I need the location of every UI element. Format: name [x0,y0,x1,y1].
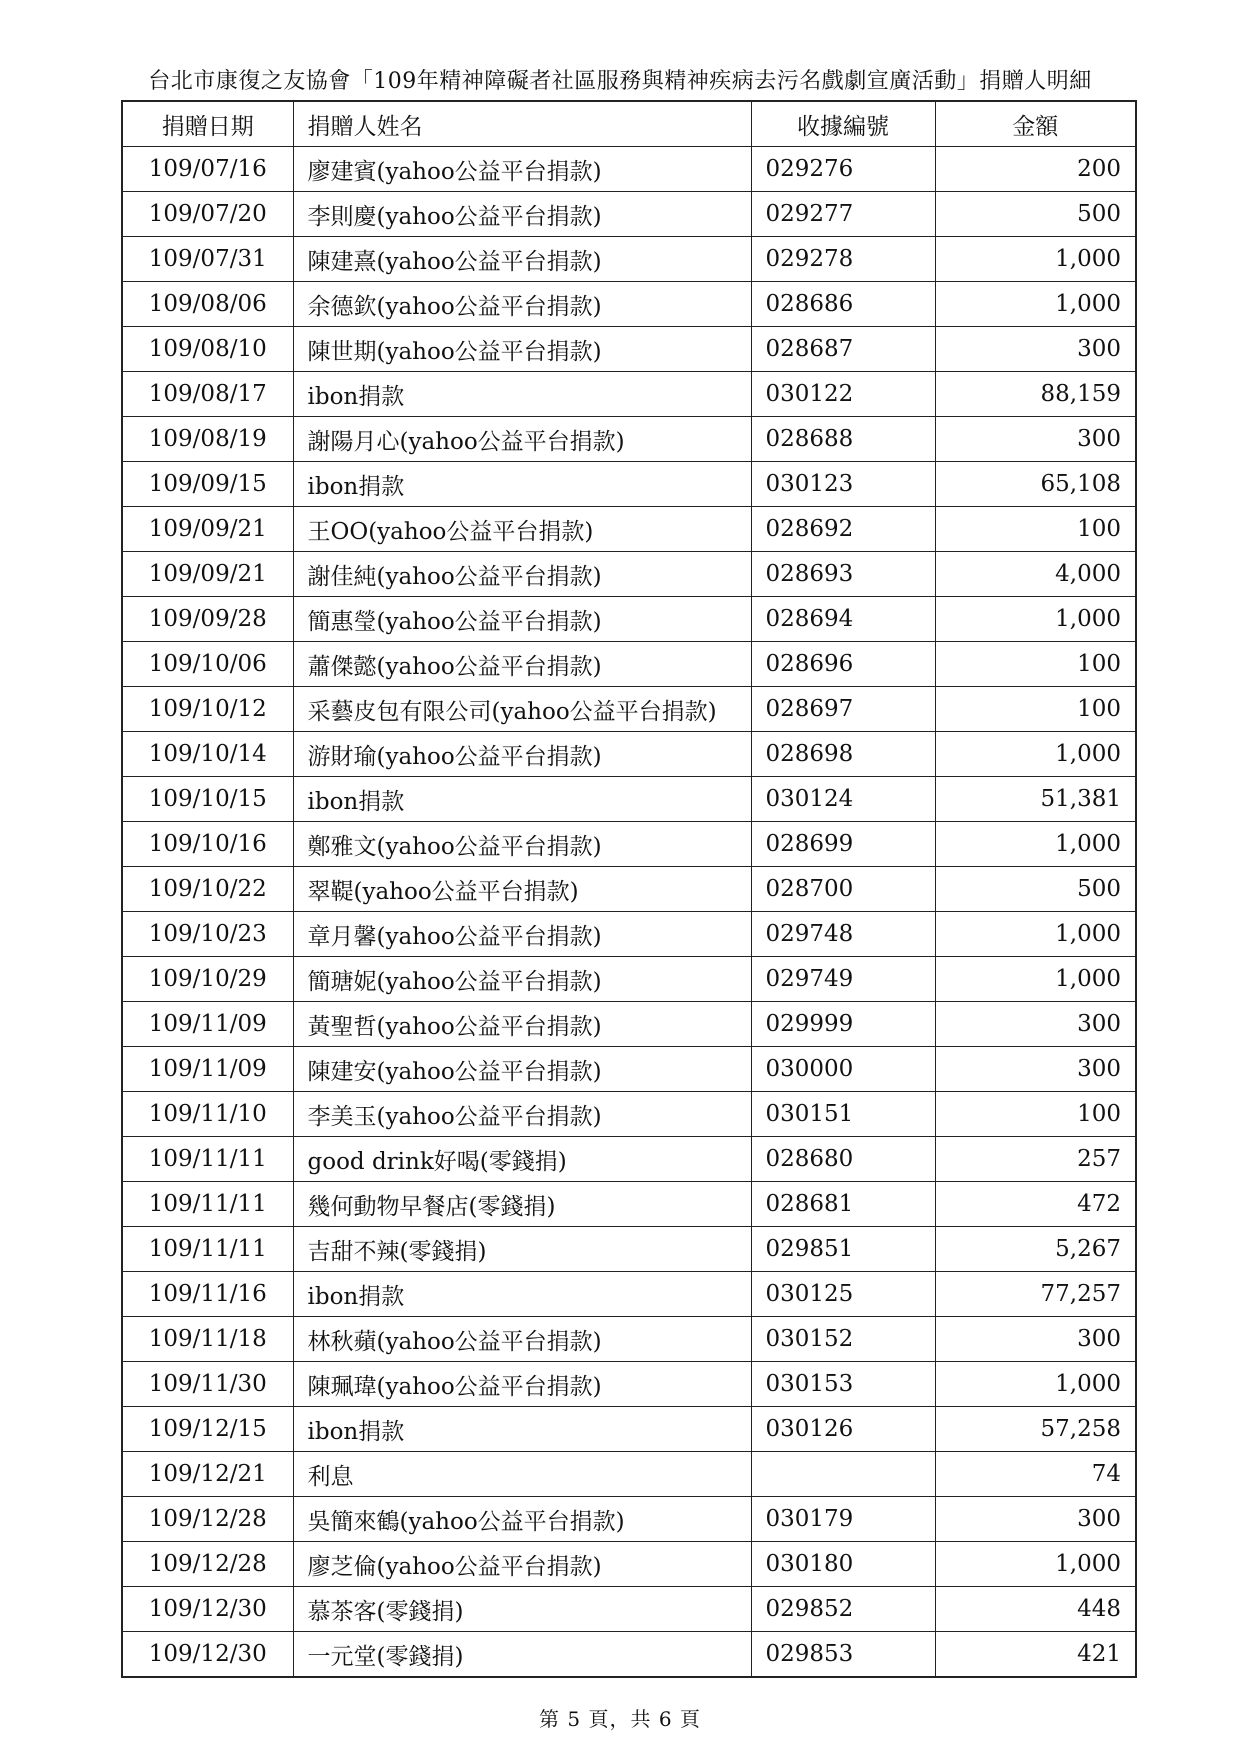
table-row [122,462,1136,507]
donor-name-cell: 簡瑭妮(yahoo公益平台捐款) [293,957,751,1002]
donor-name-cell: ibon捐款 [293,1272,751,1317]
amount-cell: 100 [935,507,1136,552]
amount-cell: 1,000 [935,1542,1136,1587]
donation-date-cell: 109/10/12 [122,687,293,732]
donation-date-cell: 109/11/30 [122,1362,293,1407]
amount-cell: 472 [935,1182,1136,1227]
donation-date-cell: 109/12/28 [122,1542,293,1587]
amount-cell: 1,000 [935,957,1136,1002]
amount-cell: 300 [935,1002,1136,1047]
table-row [122,1317,1136,1362]
table-row [122,642,1136,687]
receipt-number-cell: 030151 [751,1092,935,1137]
donor-name-cell: 王OO(yahoo公益平台捐款) [293,507,751,552]
donation-date-cell: 109/10/16 [122,822,293,867]
donation-date-cell: 109/08/10 [122,327,293,372]
donor-name-cell: 游財瑜(yahoo公益平台捐款) [293,732,751,777]
table-row [122,237,1136,282]
donation-date-cell: 109/10/29 [122,957,293,1002]
receipt-number-cell: 028688 [751,417,935,462]
donor-name-cell: 廖芝倫(yahoo公益平台捐款) [293,1542,751,1587]
receipt-number-cell: 030152 [751,1317,935,1362]
table-row [122,1272,1136,1317]
amount-cell: 100 [935,642,1136,687]
donor-name-cell: 陳珮瑋(yahoo公益平台捐款) [293,1362,751,1407]
table-row [122,1227,1136,1272]
amount-cell: 300 [935,1317,1136,1362]
donation-date-cell: 109/07/31 [122,237,293,282]
donation-date-cell: 109/11/09 [122,1002,293,1047]
receipt-number-cell: 030123 [751,462,935,507]
table-row [122,912,1136,957]
amount-cell: 300 [935,417,1136,462]
table-row [122,777,1136,822]
donation-date-cell: 109/10/22 [122,867,293,912]
donor-name-cell: 利息 [293,1452,751,1497]
table-row [122,1452,1136,1497]
receipt-number-cell: 030153 [751,1362,935,1407]
table-row [122,822,1136,867]
donation-date-cell: 109/09/28 [122,597,293,642]
donor-name-cell: 蕭傑懿(yahoo公益平台捐款) [293,642,751,687]
amount-cell: 1,000 [935,822,1136,867]
amount-cell: 1,000 [935,237,1136,282]
table-row [122,327,1136,372]
donation-date-cell: 109/11/11 [122,1182,293,1227]
table-row [122,1362,1136,1407]
donor-name-cell: ibon捐款 [293,777,751,822]
donation-date-cell: 109/12/15 [122,1407,293,1452]
receipt-number-cell: 028698 [751,732,935,777]
receipt-number-cell: 029851 [751,1227,935,1272]
donor-name-cell: ibon捐款 [293,372,751,417]
amount-cell: 1,000 [935,1362,1136,1407]
table-row [122,192,1136,237]
column-header-date: 捐贈日期 [122,101,293,147]
donation-date-cell: 109/07/16 [122,147,293,192]
receipt-number-cell: 030000 [751,1047,935,1092]
receipt-number-cell: 028686 [751,282,935,327]
donation-date-cell: 109/07/20 [122,192,293,237]
amount-cell: 1,000 [935,732,1136,777]
table-row [122,687,1136,732]
table-row [122,1047,1136,1092]
donation-date-cell: 109/08/17 [122,372,293,417]
table-header-row [122,101,1136,147]
donor-name-cell: 陳建安(yahoo公益平台捐款) [293,1047,751,1092]
receipt-number-cell: 028687 [751,327,935,372]
donor-name-cell: 鄭雅文(yahoo公益平台捐款) [293,822,751,867]
column-header-amount: 金額 [935,101,1136,147]
donation-date-cell: 109/12/21 [122,1452,293,1497]
table-row [122,732,1136,777]
donor-name-cell: 廖建賓(yahoo公益平台捐款) [293,147,751,192]
donor-name-cell: 翠鞮(yahoo公益平台捐款) [293,867,751,912]
donor-name-cell: 吳簡來鶴(yahoo公益平台捐款) [293,1497,751,1542]
donor-name-cell: 一元堂(零錢捐) [293,1632,751,1678]
donor-name-cell: 謝佳純(yahoo公益平台捐款) [293,552,751,597]
amount-cell: 5,267 [935,1227,1136,1272]
amount-cell: 51,381 [935,777,1136,822]
donation-date-cell: 109/08/06 [122,282,293,327]
donor-name-cell: 幾何動物早餐店(零錢捐) [293,1182,751,1227]
amount-cell: 257 [935,1137,1136,1182]
table-row [122,1497,1136,1542]
donation-date-cell: 109/09/21 [122,552,293,597]
table-row [122,1632,1136,1678]
donation-date-cell: 109/08/19 [122,417,293,462]
receipt-number-cell: 028681 [751,1182,935,1227]
table-row [122,552,1136,597]
donor-name-cell: 吉甜不辣(零錢捐) [293,1227,751,1272]
receipt-number-cell: 030124 [751,777,935,822]
donor-name-cell: 陳建熹(yahoo公益平台捐款) [293,237,751,282]
table-row [122,957,1136,1002]
amount-cell: 1,000 [935,912,1136,957]
amount-cell: 300 [935,1497,1136,1542]
amount-cell: 1,000 [935,282,1136,327]
table-row [122,1542,1136,1587]
amount-cell: 500 [935,192,1136,237]
receipt-number-cell: 029276 [751,147,935,192]
receipt-number-cell [751,1452,935,1497]
amount-cell: 77,257 [935,1272,1136,1317]
donation-date-cell: 109/12/30 [122,1632,293,1678]
donor-name-cell: ibon捐款 [293,462,751,507]
amount-cell: 74 [935,1452,1136,1497]
donation-date-cell: 109/11/18 [122,1317,293,1362]
amount-cell: 100 [935,1092,1136,1137]
amount-cell: 421 [935,1632,1136,1678]
receipt-number-cell: 028692 [751,507,935,552]
donation-date-cell: 109/09/21 [122,507,293,552]
table-row [122,1002,1136,1047]
receipt-number-cell: 028700 [751,867,935,912]
receipt-number-cell: 028696 [751,642,935,687]
amount-cell: 65,108 [935,462,1136,507]
column-header-donor-name: 捐贈人姓名 [293,101,751,147]
donation-date-cell: 109/10/23 [122,912,293,957]
amount-cell: 500 [935,867,1136,912]
receipt-number-cell: 030180 [751,1542,935,1587]
amount-cell: 448 [935,1587,1136,1632]
donation-date-cell: 109/11/10 [122,1092,293,1137]
amount-cell: 100 [935,687,1136,732]
donation-table [121,100,1137,1678]
donor-name-cell: 簡惠瑩(yahoo公益平台捐款) [293,597,751,642]
receipt-number-cell: 030122 [751,372,935,417]
receipt-number-cell: 028697 [751,687,935,732]
table-row [122,867,1136,912]
receipt-number-cell: 029852 [751,1587,935,1632]
donor-name-cell: 林秋蘋(yahoo公益平台捐款) [293,1317,751,1362]
donation-date-cell: 109/10/15 [122,777,293,822]
donor-name-cell: ibon捐款 [293,1407,751,1452]
table-row [122,417,1136,462]
donation-date-cell: 109/12/30 [122,1587,293,1632]
donation-date-cell: 109/11/16 [122,1272,293,1317]
donor-name-cell: 慕茶客(零錢捐) [293,1587,751,1632]
donor-name-cell: 陳世期(yahoo公益平台捐款) [293,327,751,372]
column-header-receipt-number: 收據編號 [751,101,935,147]
donor-name-cell: 李美玉(yahoo公益平台捐款) [293,1092,751,1137]
donation-date-cell: 109/09/15 [122,462,293,507]
table-row [122,1407,1136,1452]
table-row [122,282,1136,327]
donor-name-cell: good drink好喝(零錢捐) [293,1137,751,1182]
receipt-number-cell: 029749 [751,957,935,1002]
donation-rows [122,147,1136,1678]
donation-date-cell: 109/11/09 [122,1047,293,1092]
amount-cell: 300 [935,327,1136,372]
receipt-number-cell: 029999 [751,1002,935,1047]
donation-date-cell: 109/10/14 [122,732,293,777]
receipt-number-cell: 030179 [751,1497,935,1542]
receipt-number-cell: 029278 [751,237,935,282]
donation-date-cell: 109/11/11 [122,1227,293,1272]
donation-date-cell: 109/12/28 [122,1497,293,1542]
amount-cell: 57,258 [935,1407,1136,1452]
amount-cell: 1,000 [935,597,1136,642]
table-row [122,597,1136,642]
amount-cell: 200 [935,147,1136,192]
amount-cell: 300 [935,1047,1136,1092]
receipt-number-cell: 028694 [751,597,935,642]
table-row [122,1587,1136,1632]
donor-name-cell: 黃聖哲(yahoo公益平台捐款) [293,1002,751,1047]
page-number: 第 5 頁，共 6 頁 [539,1707,701,1731]
receipt-number-cell: 030125 [751,1272,935,1317]
donor-name-cell: 采藝皮包有限公司(yahoo公益平台捐款) [293,687,751,732]
donation-date-cell: 109/11/11 [122,1137,293,1182]
receipt-number-cell: 029277 [751,192,935,237]
table-row [122,147,1136,192]
donation-date-cell: 109/10/06 [122,642,293,687]
receipt-number-cell: 028680 [751,1137,935,1182]
receipt-number-cell: 028693 [751,552,935,597]
donor-name-cell: 謝陽月心(yahoo公益平台捐款) [293,417,751,462]
receipt-number-cell: 028699 [751,822,935,867]
receipt-number-cell: 029748 [751,912,935,957]
document-title: 台北市康復之友協會「109年精神障礙者社區服務與精神疾病去污名戲劇宣廣活動」捐贈人明細 [148,69,1092,94]
table-row [122,1137,1136,1182]
table-row [122,1182,1136,1227]
donor-name-cell: 章月馨(yahoo公益平台捐款) [293,912,751,957]
receipt-number-cell: 030126 [751,1407,935,1452]
donor-name-cell: 余德欽(yahoo公益平台捐款) [293,282,751,327]
receipt-number-cell: 029853 [751,1632,935,1678]
table-row [122,507,1136,552]
table-row [122,372,1136,417]
amount-cell: 4,000 [935,552,1136,597]
amount-cell: 88,159 [935,372,1136,417]
donor-name-cell: 李則慶(yahoo公益平台捐款) [293,192,751,237]
table-row [122,1092,1136,1137]
